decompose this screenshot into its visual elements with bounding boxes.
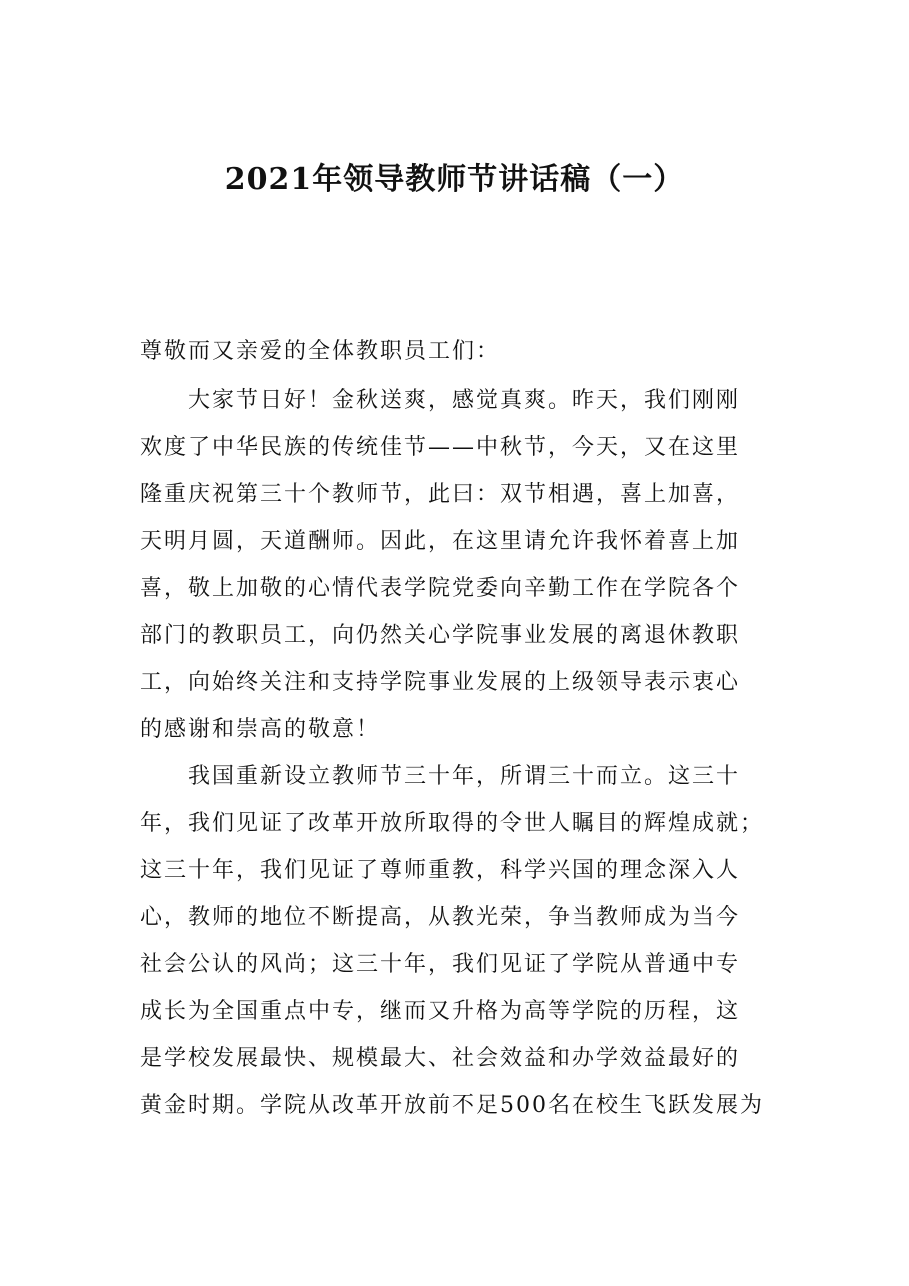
paragraph-1-line: 隆重庆祝第三十个教师节，此曰：双节相遇，喜上加喜， — [140, 482, 741, 507]
paragraph-2-line: 黄金时期。学院从改革开放前不足500名在校生飞跃发展为 — [140, 1093, 764, 1118]
paragraph-2-line: 社会公认的风尚；这三十年，我们见证了学院从普通中专 — [140, 952, 741, 977]
paragraph-2-line: 心，教师的地位不断提高，从教光荣，争当教师成为当今 — [140, 905, 741, 930]
paragraph-2-line: 年，我们见证了改革开放所取得的令世人瞩目的辉煌成就； — [140, 811, 765, 836]
paragraph-2-line: 是学校发展最快、规模最大、社会效益和办学效益最好的 — [140, 1046, 741, 1071]
paragraph-2-line: 成长为全国重点中专，继而又升格为高等学院的历程，这 — [140, 999, 741, 1024]
paragraph-2-line: 这三十年，我们见证了尊师重教，科学兴国的理念深入人 — [140, 858, 741, 883]
paragraph-1-line: 部门的教职员工，向仍然关心学院事业发展的离退休教职 — [140, 623, 741, 648]
document-title: 2021年领导教师节讲话稿（一） — [224, 162, 685, 197]
paragraph-1-line: 喜，敬上加敬的心情代表学院党委向辛勤工作在学院各个 — [140, 576, 741, 601]
paragraph-2-line: 我国重新设立教师节三十年，所谓三十而立。这三十 — [188, 764, 741, 789]
paragraph-1-line: 工，向始终关注和支持学院事业发展的上级领导表示衷心 — [140, 670, 741, 695]
paragraph-1-line: 大家节日好！金秋送爽，感觉真爽。昨天，我们刚刚 — [188, 388, 741, 413]
paragraph-1-line: 的感谢和崇高的敬意！ — [140, 717, 381, 742]
paragraph-1-line: 欢度了中华民族的传统佳节——中秋节，今天，又在这里 — [140, 435, 741, 460]
paragraph-1-line: 天明月圆，天道酬师。因此，在这里请允许我怀着喜上加 — [140, 529, 741, 554]
salutation: 尊敬而又亲爱的全体教职员工们： — [140, 339, 501, 364]
document-body — [140, 377, 770, 1129]
